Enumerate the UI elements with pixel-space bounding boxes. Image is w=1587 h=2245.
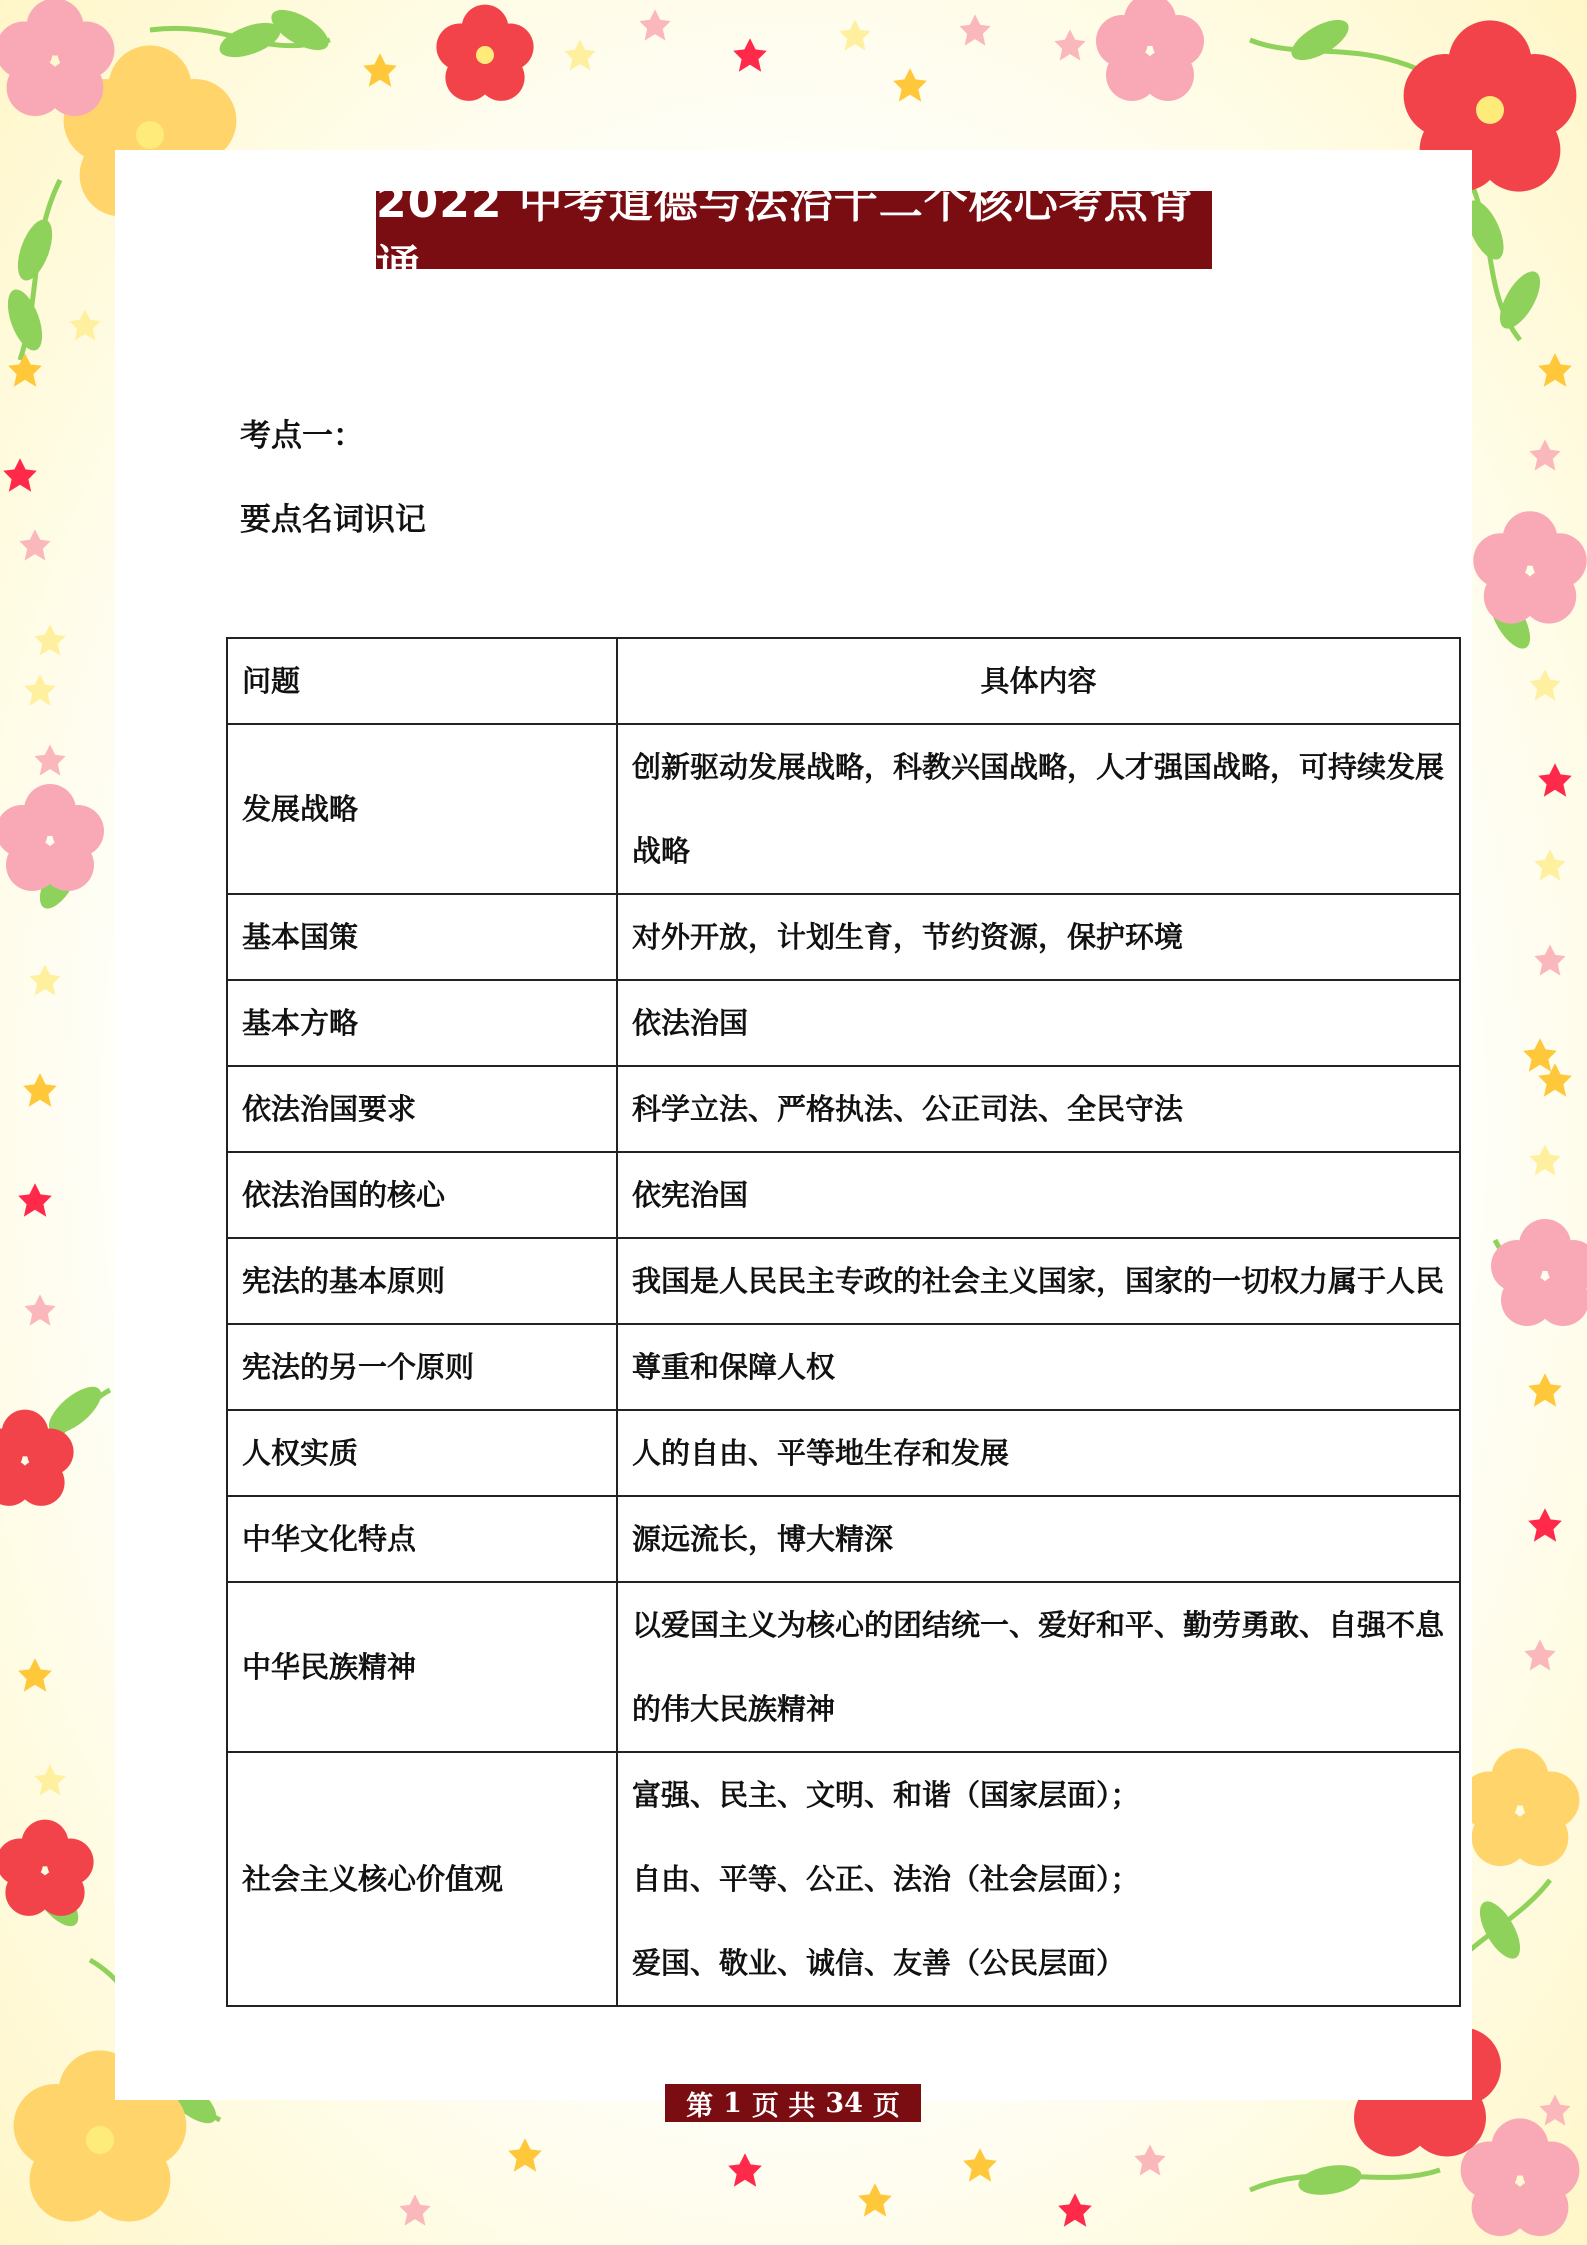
table-row	[227, 1238, 1460, 1324]
content-line: 以爱国主义为核心的团结统一、爱好和平、勤劳勇敢、自强不息	[632, 1608, 1445, 1642]
row-question: 社会主义核心价值观	[227, 1752, 617, 2006]
row-question: 依法治国的核心	[227, 1152, 617, 1238]
row-question: 中华文化特点	[227, 1496, 617, 1582]
content-line: 依宪治国	[632, 1178, 749, 1212]
pager-suffix: 页	[872, 2090, 900, 2122]
content-line: 源远流长，博大精深	[632, 1522, 894, 1556]
table-row	[227, 894, 1460, 980]
row-content	[617, 1066, 1460, 1152]
row-content	[617, 1496, 1460, 1582]
page-title: 2022 中考道德与法治十二个核心考点背诵	[376, 191, 1212, 269]
table-header-row	[227, 638, 1460, 724]
pager-mid: 页 共	[751, 2090, 816, 2122]
row-question: 宪法的另一个原则	[227, 1324, 617, 1410]
content-line: 富强、民主、文明、和谐（国家层面）；	[632, 1778, 1140, 1812]
header-content: 具体内容	[617, 638, 1460, 724]
row-question: 宪法的基本原则	[227, 1238, 617, 1324]
row-question: 基本国策	[227, 894, 617, 980]
content-line: 创新驱动发展战略，科教兴国战略，人才强国战略，可持续发展	[632, 750, 1445, 784]
table-row	[227, 1152, 1460, 1238]
row-content	[617, 1152, 1460, 1238]
table-row	[227, 1496, 1460, 1582]
pager-total: 34	[825, 2087, 863, 2119]
table-row	[227, 1410, 1460, 1496]
row-question: 人权实质	[227, 1410, 617, 1496]
row-content	[617, 1410, 1460, 1496]
row-question: 发展战略	[227, 724, 617, 894]
table-row	[227, 980, 1460, 1066]
key-points-table	[226, 637, 1461, 2007]
content-line: 爱国、敬业、诚信、友善（公民层面）	[632, 1946, 1126, 1980]
table-row	[227, 1324, 1460, 1410]
content-line: 战略	[632, 834, 691, 868]
table-row	[227, 724, 1460, 894]
table-row	[227, 1582, 1460, 1752]
content-line: 科学立法、严格执法、公正司法、全民守法	[632, 1092, 1184, 1126]
content-line: 我国是人民民主专政的社会主义国家，国家的一切权力属于人民	[632, 1264, 1445, 1298]
row-content	[617, 1752, 1460, 2006]
content-line: 尊重和保障人权	[632, 1350, 836, 1384]
page-number	[665, 2084, 921, 2122]
row-question: 中华民族精神	[227, 1582, 617, 1752]
row-content	[617, 1324, 1460, 1410]
table-row	[227, 1752, 1460, 2006]
pager-current: 1	[723, 2087, 742, 2119]
pager-prefix: 第	[686, 2090, 714, 2122]
section-subtitle: 要点名词识记	[240, 502, 426, 538]
section-label: 考点一：	[240, 418, 364, 454]
content-line: 对外开放，计划生育，节约资源，保护环境	[632, 920, 1184, 954]
content-line: 依法治国	[632, 1006, 749, 1040]
table-row	[227, 1066, 1460, 1152]
row-content	[617, 980, 1460, 1066]
row-content	[617, 1582, 1460, 1752]
row-question: 依法治国要求	[227, 1066, 617, 1152]
row-question: 基本方略	[227, 980, 617, 1066]
content-line: 自由、平等、公正、法治（社会层面）；	[632, 1862, 1140, 1896]
header-question: 问题	[227, 638, 617, 724]
row-content	[617, 894, 1460, 980]
row-content	[617, 1238, 1460, 1324]
row-content	[617, 724, 1460, 894]
content-line: 的伟大民族精神	[632, 1692, 836, 1726]
content-line: 人的自由、平等地生存和发展	[632, 1436, 1010, 1470]
